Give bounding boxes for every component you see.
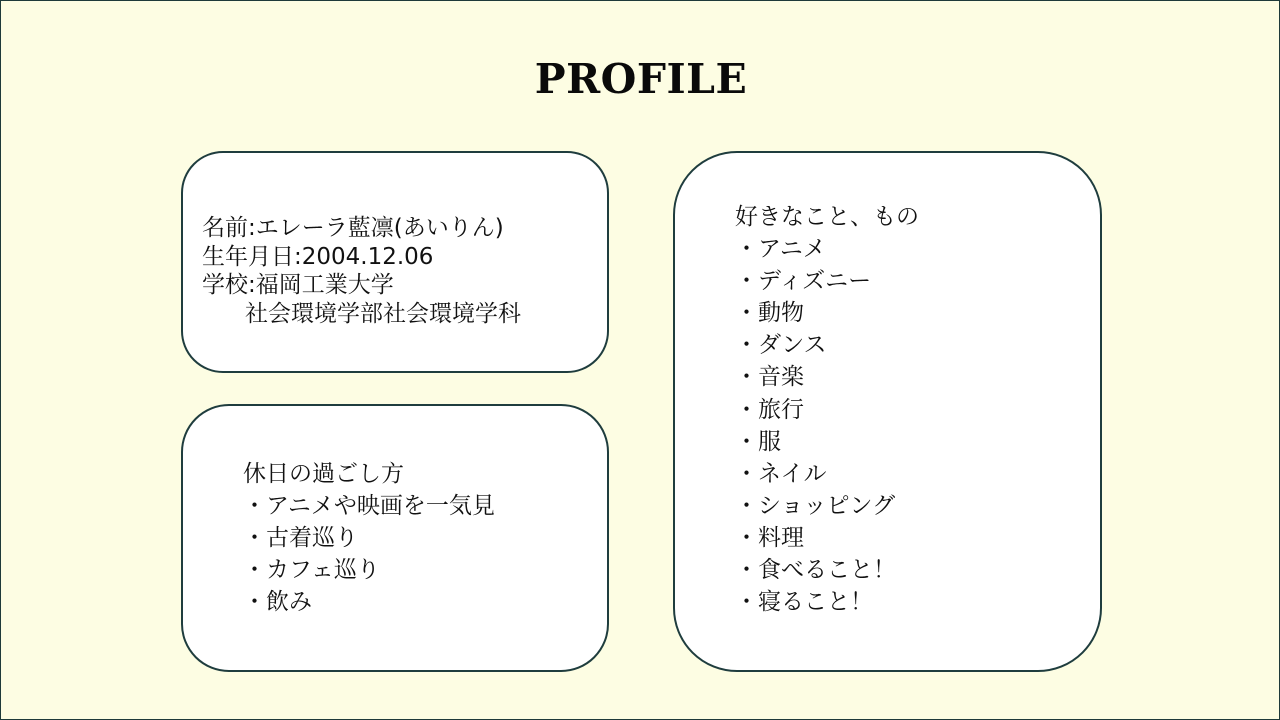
likes-item: ・ネイル xyxy=(735,460,827,487)
holiday-item: ・飲み xyxy=(243,589,312,615)
holiday-item: ・古着巡り xyxy=(243,525,358,551)
likes-item: ・アニメ xyxy=(735,236,826,263)
birthday-line: 生年月日:2004.12.06 xyxy=(202,243,434,270)
likes-item: ・ショッピング xyxy=(735,492,896,519)
basic-info-card xyxy=(181,151,609,373)
likes-item: ・音楽 xyxy=(735,364,804,391)
likes-item: ・服 xyxy=(735,428,781,455)
likes-item: ・料理 xyxy=(735,524,804,551)
name-line: 名前:エレーラ藍凛(あいりん) xyxy=(202,215,504,241)
likes-item: ・寝ること！ xyxy=(735,589,873,616)
basic-info-text xyxy=(202,214,521,329)
slide xyxy=(1,1,1279,719)
likes-heading: 好きなこと、もの xyxy=(735,204,919,230)
page-title: PROFILE xyxy=(534,55,748,103)
holiday-item: ・アニメや映画を一気見 xyxy=(243,493,495,519)
department-line: 社会環境学部社会環境学科 xyxy=(245,301,521,328)
holiday-card xyxy=(181,404,609,672)
likes-item: ・動物 xyxy=(735,300,804,327)
holiday-text xyxy=(243,458,495,618)
holiday-heading: 休日の過ごし方 xyxy=(243,461,404,487)
likes-item: ・ダンス xyxy=(735,332,827,359)
school-line: 学校:福岡工業大学 xyxy=(202,272,394,299)
likes-text xyxy=(735,201,919,618)
likes-item: ・ディズニー xyxy=(735,268,872,295)
likes-item: ・食べること！ xyxy=(735,557,896,584)
holiday-item: ・カフェ巡り xyxy=(243,557,380,583)
likes-item: ・旅行 xyxy=(735,396,804,423)
likes-card xyxy=(673,151,1102,672)
